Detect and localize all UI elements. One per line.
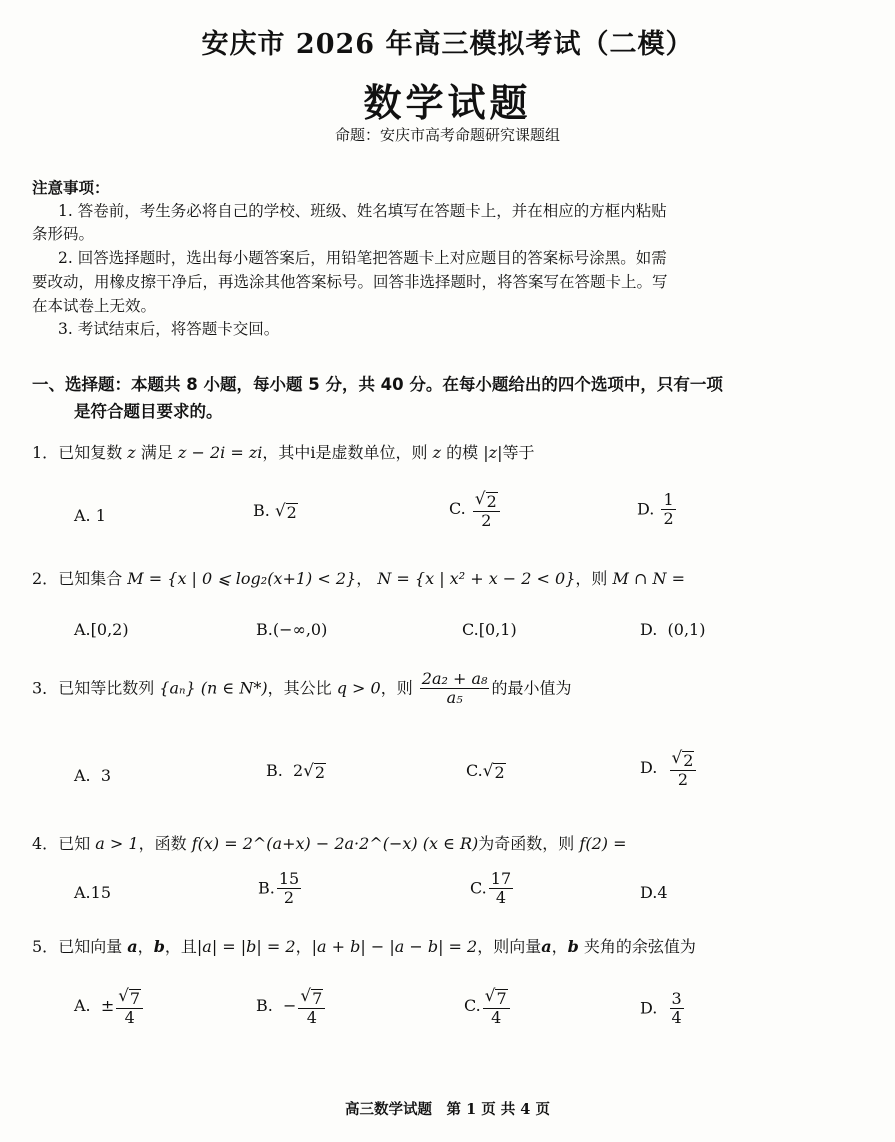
q3-number: 3． <box>32 678 59 698</box>
q1-var-z: z <box>127 443 136 462</box>
q2-option-c: C.[0,1) <box>462 620 517 639</box>
notice-line-3: 2. 回答选择题时，选出每小题答案后，用铅笔把答题卡上对应题目的答案标号涂黑。如需 <box>58 249 667 267</box>
q4-condition: a > 1 <box>95 834 139 853</box>
q1-option-a: A. 1 <box>74 506 106 525</box>
notice-line-6: 3. 考试结束后，将答题卡交回。 <box>58 320 280 338</box>
q3-sequence: {aₙ} (n ∈ N*) <box>159 678 268 698</box>
q4-option-c: C. $\frac{17}{4}$ <box>470 869 512 908</box>
question-1: 1．已知复数 z 满足 z − 2i = zi，其中i是虚数单位，则 z 的模 |z|等于 <box>32 443 535 462</box>
q5-vector-a: a <box>127 937 138 956</box>
q4-option-b: B. $\frac{15}{2}$ <box>258 869 300 908</box>
q4-function: f(x) = 2^(a+x) − 2a·2^(−x) (x ∈ R) <box>191 834 479 853</box>
notice-line-1: 1. 答卷前，考生务必将自己的学校、班级、姓名填写在答题卡上，并在相应的方框内粘贴 <box>58 202 667 220</box>
exam-title: 安庆市 2026 年高三模拟考试（二模） <box>201 29 694 60</box>
notice-line-2: 条形码。 <box>32 225 95 243</box>
author-line: 命题：安庆市高考命题研究课题组 <box>334 126 560 144</box>
q2-set-m: M = {x | 0 ⩽ log₂(x+1) < 2} <box>127 569 357 588</box>
notice-heading: 注意事项： <box>32 178 110 197</box>
q1-option-b: B. √ 2 <box>253 500 297 522</box>
question-4: 4．已知 a > 1，函数 f(x) = 2^(a+x) − 2a·2^(−x) (x ∈ R)为奇函数，则 f(2) = <box>32 834 627 853</box>
q2-set-n: N = {x | x² + x − 2 < 0} <box>377 569 576 588</box>
q2-option-b: B.(−∞,0) <box>256 620 328 639</box>
q2-option-d: D. (0,1) <box>640 620 706 639</box>
q3-option-c: C. √ 2 <box>466 760 505 782</box>
q5-option-b: B. − √ 7 4 <box>256 986 327 1027</box>
q1-modulus: |z| <box>483 443 503 462</box>
question-2: 2．已知集合 M = {x | 0 ⩽ log₂(x+1) < 2}， N = {x | x² + x − 2 < 0}，则 M ∩ N = <box>32 569 685 588</box>
q4-number: 4． <box>32 834 59 853</box>
q2-number: 2． <box>32 569 59 588</box>
q1-number: 1． <box>32 443 59 462</box>
q2-expression: M ∩ N = <box>612 569 685 588</box>
section-heading-line-1: 一、选择题：本题共 8 小题，每小题 5 分，共 40 分。在每小题给出的四个选项中，只有一项 <box>32 375 723 394</box>
q1-option-d: D. $\frac{1}{2}$ <box>637 490 674 529</box>
q2-option-a: A.[0,2) <box>74 620 129 639</box>
q4-option-d: D.4 <box>640 883 668 902</box>
q1-equation: z − 2i = zi <box>177 443 263 462</box>
q5-number: 5． <box>32 937 59 956</box>
q5-option-d: D. $\frac{3}{4}$ <box>640 989 682 1028</box>
q3-option-a: A. 3 <box>74 766 111 785</box>
q5-condition-2: |a + b| − |a − b| = 2 <box>311 937 478 956</box>
subject-title: 数学试题 <box>363 80 532 125</box>
q5-option-c: C. √ 7 4 <box>464 986 512 1027</box>
q3-option-d: D. √ 2 2 <box>640 748 698 789</box>
q3-fraction: $\frac{\text{2a₂ + a₈}}{\text{a₅}}$ <box>421 669 488 708</box>
q3-condition: q > 0 <box>336 678 381 698</box>
q5-vector-b: b <box>153 937 165 956</box>
page-footer: 高三数学试题 第 1 页 共 4 页 <box>345 1101 550 1118</box>
q5-option-a: A. ± √ 7 4 <box>74 986 145 1027</box>
q5-condition-1: |a| = |b| = 2 <box>196 937 296 956</box>
notice-line-5: 在本试卷上无效。 <box>32 297 157 315</box>
q4-ask: f(2) = <box>579 834 627 853</box>
notice-line-4: 要改动，用橡皮擦干净后，再选涂其他答案标号。回答非选择题时，将答案写在答题卡上。写 <box>32 273 668 291</box>
q1-option-c: C. √ 2 2 <box>449 489 502 530</box>
question-3: 3．已知等比数列 {aₙ} (n ∈ N*)，其公比 q > 0，则 $\frac{\text{2a₂ + a₈}}{\text{a₅}}$ 的最小值为 <box>32 669 572 708</box>
q4-option-a: A.15 <box>74 883 111 902</box>
q3-option-b: B. 2 √ 2 <box>266 760 326 782</box>
q1-imag-unit: i <box>310 443 316 462</box>
section-heading-line-2: 是符合题目要求的。 <box>74 402 223 421</box>
question-5: 5．已知向量 a，b，且|a| = |b| = 2，|a + b| − |a − b| = 2，则向量a，b 夹角的余弦值为 <box>32 937 696 956</box>
